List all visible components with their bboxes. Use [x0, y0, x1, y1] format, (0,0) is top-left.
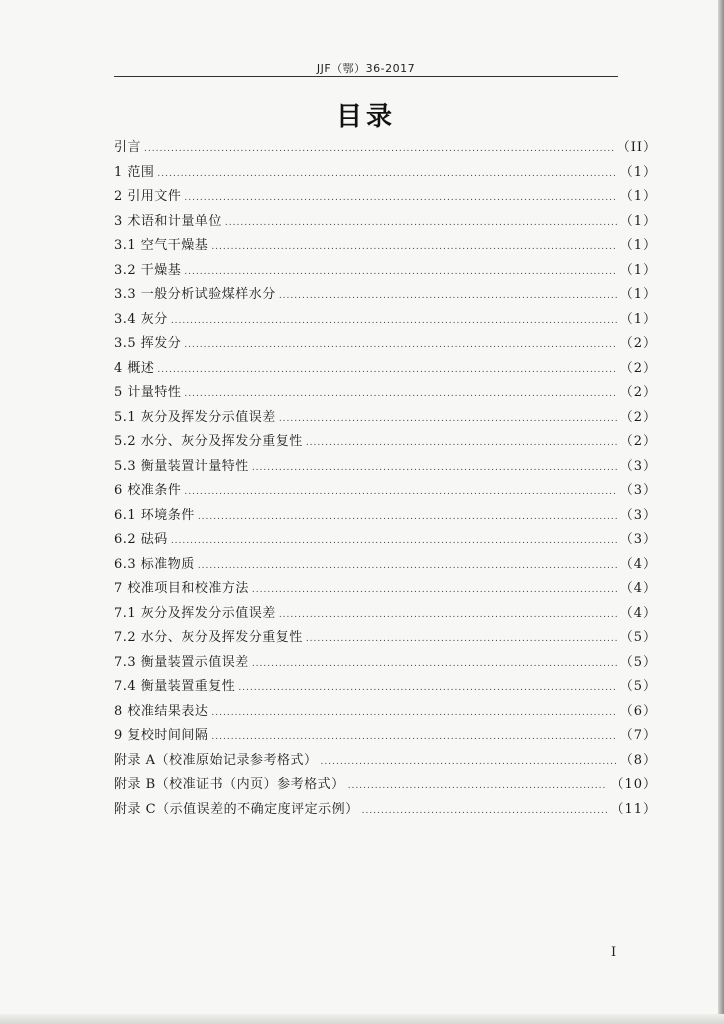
toc-dot-leader [306, 431, 617, 456]
toc-entry-label: 5.3 衡量装置计量特性 [114, 458, 249, 474]
toc-dot-leader [211, 235, 616, 260]
toc-dot-leader [306, 627, 617, 652]
toc-entry-page: （5） [619, 630, 657, 645]
toc-entry-label: 7.4 衡量装置重复性 [114, 679, 236, 694]
toc-entry-label: 7.3 衡量装置示值误差 [114, 654, 249, 670]
toc-entry-page: （6） [619, 703, 657, 719]
toc-entry [114, 283, 657, 308]
toc-entry [114, 430, 657, 455]
toc-dot-leader [362, 799, 608, 824]
toc-entry [114, 798, 657, 823]
toc-entry-page: （1） [619, 311, 657, 327]
toc-dot-leader [211, 701, 616, 726]
toc-dot-leader [184, 186, 616, 211]
toc-entry-page: （7） [619, 728, 657, 743]
toc-entry-page: （1） [619, 189, 657, 204]
toc-entry-page: （II） [616, 140, 657, 155]
toc-entry [114, 749, 657, 774]
toc-dot-leader [211, 725, 616, 750]
toc-dot-leader [225, 211, 617, 236]
header-rule [114, 76, 618, 77]
toc-entry-page: （3） [619, 458, 657, 474]
toc-entry-page: （2） [619, 336, 657, 351]
toc-entry [114, 210, 657, 235]
toc-dot-leader [184, 260, 616, 285]
toc-entry-page: （4） [619, 605, 657, 621]
toc-entry-page: （10） [610, 777, 657, 792]
toc-entry [114, 381, 657, 406]
toc-entry-page: （2） [619, 385, 657, 400]
page-number: I [611, 945, 617, 960]
toc-dot-leader [198, 554, 617, 579]
toc-entry [114, 528, 657, 553]
toc-entry-label: 3 术语和计量单位 [114, 213, 222, 229]
toc-entry-page: （4） [619, 556, 657, 572]
toc-entry [114, 185, 657, 210]
toc-dot-leader [238, 676, 616, 701]
document-code-header: JJF（鄂）36-2017 [316, 62, 416, 75]
toc-entry [114, 479, 657, 504]
page-bottom-edge [0, 1014, 724, 1024]
toc-entry [114, 602, 657, 627]
toc-dot-leader [144, 137, 614, 162]
toc-entry-label: 6.1 环境条件 [114, 507, 195, 523]
toc-dot-leader [279, 284, 617, 309]
toc-entry-label: 5 计量特性 [114, 385, 182, 400]
toc-entry [114, 700, 657, 725]
toc-entry-label: 4 概述 [114, 360, 155, 376]
toc-entry-label: 6.2 砝码 [114, 532, 168, 547]
toc-dot-leader [171, 529, 617, 554]
toc-entry [114, 136, 657, 161]
toc-entry-label: 5.2 水分、灰分及挥发分重复性 [114, 434, 303, 449]
toc-entry-page: （2） [619, 409, 657, 425]
toc-entry-label: 1 范围 [114, 164, 155, 180]
toc-dot-leader [184, 382, 616, 407]
toc-dot-leader [279, 603, 617, 628]
toc-entry-page: （1） [619, 238, 657, 253]
toc-entry-label: 7 校准项目和校准方法 [114, 581, 249, 596]
toc-entry-label: 8 校准结果表达 [114, 703, 209, 719]
toc-entry [114, 504, 657, 529]
toc-entry-label: 3.3 一般分析试验煤样水分 [114, 287, 276, 302]
toc-entry-page: （1） [619, 164, 657, 180]
toc-entry-page: （1） [619, 287, 657, 302]
toc-dot-leader [279, 407, 617, 432]
toc-entry-page: （1） [619, 262, 657, 278]
toc-entry [114, 626, 657, 651]
toc-entry [114, 308, 657, 333]
toc-dot-leader [321, 750, 617, 775]
toc-entry-label: 3.4 灰分 [114, 311, 168, 327]
toc-dot-leader [184, 333, 616, 358]
toc-entry-label: 附录 C（示值误差的不确定度评定示例） [114, 801, 359, 817]
toc-entry-page: （5） [619, 654, 657, 670]
toc-entry-page: （2） [619, 360, 657, 376]
toc-dot-leader [157, 358, 616, 383]
toc-dot-leader [198, 505, 617, 530]
toc-entry [114, 259, 657, 284]
toc-entry [114, 406, 657, 431]
toc-entry [114, 234, 657, 259]
toc-entry [114, 332, 657, 357]
toc-dot-leader [157, 162, 616, 187]
toc-dot-leader [252, 578, 617, 603]
toc-entry-page: （4） [619, 581, 657, 596]
toc-entry-page: （8） [619, 752, 657, 768]
toc-entry-label: 6.3 标准物质 [114, 556, 195, 572]
toc-entry [114, 553, 657, 578]
toc-entry-label: 5.1 灰分及挥发分示值误差 [114, 409, 276, 425]
toc-dot-leader [348, 774, 608, 799]
toc-entry-label: 7.2 水分、灰分及挥发分重复性 [114, 630, 303, 645]
toc-entry-label: 3.5 挥发分 [114, 336, 182, 351]
toc-entry-label: 7.1 灰分及挥发分示值误差 [114, 605, 276, 621]
toc-entry-page: （3） [619, 507, 657, 523]
toc-entry-page: （3） [619, 532, 657, 547]
toc-entry-label: 6 校准条件 [114, 483, 182, 498]
toc-entry-page: （1） [619, 213, 657, 229]
table-of-contents [114, 136, 657, 822]
toc-entry [114, 455, 657, 480]
toc-entry-page: （11） [610, 801, 657, 817]
toc-entry-label: 9 复校时间间隔 [114, 728, 209, 743]
toc-dot-leader [171, 309, 617, 334]
toc-dot-leader [252, 652, 617, 677]
toc-entry-label: 附录 A（校准原始记录参考格式） [114, 752, 318, 768]
toc-entry [114, 675, 657, 700]
toc-dot-leader [184, 480, 616, 505]
page-right-edge [718, 0, 724, 1024]
toc-entry [114, 161, 657, 186]
toc-entry [114, 724, 657, 749]
toc-entry [114, 577, 657, 602]
toc-entry [114, 357, 657, 382]
toc-entry-page: （5） [619, 679, 657, 694]
toc-entry [114, 651, 657, 676]
toc-entry-label: 引言 [114, 140, 142, 155]
toc-entry-label: 3.1 空气干燥基 [114, 238, 209, 253]
page-title: 目录 [335, 102, 396, 132]
toc-entry-page: （3） [619, 483, 657, 498]
toc-entry [114, 773, 657, 798]
toc-entry-label: 3.2 干燥基 [114, 262, 182, 278]
toc-entry-label: 附录 B（校准证书（内页）参考格式） [114, 777, 345, 792]
toc-entry-label: 2 引用文件 [114, 189, 182, 204]
toc-entry-page: （2） [619, 434, 657, 449]
toc-dot-leader [252, 456, 617, 481]
